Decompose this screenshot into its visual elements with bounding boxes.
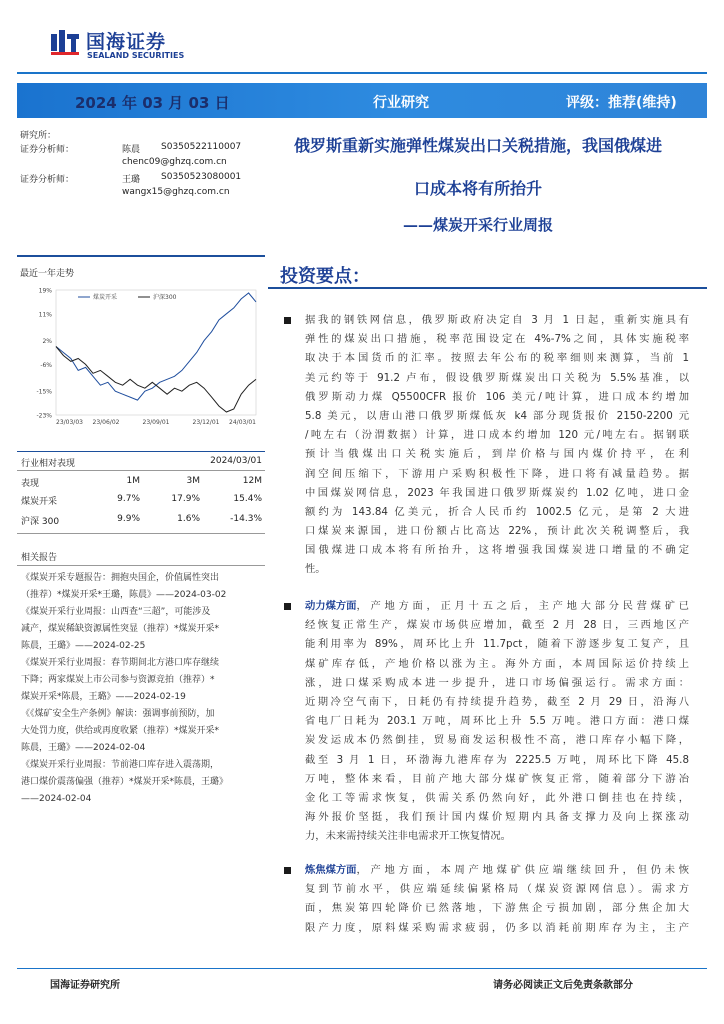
para-line: 5.8 美元，以唐山港口俄罗斯煤低灰 k4 部分现货报价 2150-2200 元 (305, 409, 689, 422)
analyst-email[interactable]: wangx15@ghzq.com.cn (122, 187, 230, 197)
perf-rule-top (17, 451, 265, 452)
x-tick-label: 23/06/02 (92, 419, 120, 426)
report-line[interactable]: 港口煤价震荡偏强（推荐）*煤炭开采*陈晨，王璐》 (21, 777, 229, 787)
report-line[interactable]: 《煤炭开采行业周报：春节期间北方港口库存继续 (21, 658, 220, 668)
perf-header: 表现 (21, 479, 40, 489)
report-line[interactable]: 《煤炭开采行业周报：节前港口库存进入震荡期， (21, 760, 220, 770)
para-line: 万吨，整体来看，目前产地大部分煤矿恢复正常，随着部分下游冶 (305, 772, 689, 785)
investment-highlights-heading: 投资要点： (280, 266, 370, 287)
y-tick-label: 2% (42, 338, 52, 346)
para-line: 截至 3 月 1 日，环渤海九港库存为 2225.5 万吨，周环比下降 45.8 (305, 753, 689, 766)
paragraph-coking-coal (305, 861, 689, 938)
analyst-name: 王璐 (122, 175, 141, 185)
analyst-heading: 研究所： (20, 131, 57, 141)
x-tick-label: 23/03/03 (56, 419, 83, 426)
bullet-icon (284, 603, 291, 610)
para-line-first (305, 861, 689, 880)
para-line: 经恢复正常生产，煤炭市场供应增加，截至 2 月 28 日，三西地区产 (305, 619, 689, 632)
perf-cell: 沪深 300 (21, 517, 60, 527)
para-line: 额约为 143.84 亿美元，折合人民币约 1002.5 亿元，是第 2 大进 (305, 505, 689, 518)
para-line: 煤矿库存低，产地价格以涨为主。海外方面，本周国际运价持续上 (305, 657, 689, 670)
perf-header: 12M (242, 476, 262, 486)
report-line[interactable]: 减产，煤炭稀缺资源属性突显（推荐）*煤炭开采* (21, 624, 220, 634)
para-line: 弹性的煤炭出口措施，税率范围设定在 4%-7%之间，具体实施税率 (305, 333, 689, 346)
para-line: 取决于本国货币的汇率。按照去年公布的税率细则来测算，当前 1 (305, 352, 689, 365)
body-rule (268, 287, 707, 289)
report-title-line1: 俄罗斯重新实施弹性煤炭出口关税措施，我国俄煤进 (293, 136, 662, 155)
report-category: 行业研究 (373, 95, 429, 111)
report-line[interactable]: 下降；两家煤炭上市公司参与资源竞拍（推荐）* (21, 675, 215, 685)
para-line: ，产地方面，本周产地煤矿供应端继续回升，但仍未恢 (356, 864, 689, 876)
para-line: 性。 (305, 563, 326, 576)
para-line: 涨，进口煤采购成本进一步提升，进口市场偏强运行。需求方面： (305, 676, 689, 689)
paragraph-russia-tariff (305, 311, 689, 580)
thermal-coal-label: 动力煤方面 (305, 600, 357, 612)
perf-cell: 9.7% (117, 494, 140, 504)
para-line: 力，未来需持续关注非电需求开工恢复情况。 (305, 830, 511, 843)
perf-title: 行业相对表现 (21, 459, 76, 469)
para-line: 能利用率为 89%，周环比上升 11.7pct，随着下游逐步复工复产，且 (305, 638, 689, 651)
y-tick-label: -6% (40, 361, 52, 369)
para-line: 炭发运成本仍然倒挂，贸易商发运积极性不高，港口库存小幅下降， (305, 734, 689, 747)
analyst-role: 证券分析师： (20, 175, 75, 185)
analyst-name: 陈晨 (122, 145, 141, 155)
para-line: 口煤炭来源国，进口份额占比高达 22%，预计此次关税调整后，我 (305, 525, 689, 538)
report-line[interactable]: ——2024-02-04 (21, 794, 92, 804)
para-line: 美元约等于 91.2 卢布，假设俄罗斯煤炭出口关税为 5.5%基准，以 (305, 371, 689, 384)
report-line[interactable]: 《煤炭开采专题报告：拥抱央国企，价值属性突出 (21, 573, 220, 583)
logo-text-en: SEALAND SECURITIES (87, 51, 185, 60)
para-line: 省电厂日耗为 203.1 万吨，周环比上升 5.5 万吨。港口方面：港口煤 (305, 715, 689, 728)
bullet-icon (284, 867, 291, 874)
para-line: 海外报价坚挺，我们预计国内煤价短期内具备支撑力及向上探涨动 (305, 811, 689, 824)
reports-rule (17, 565, 265, 566)
para-line: 中国煤炭网信息，2023 年我国进口俄罗斯煤炭约 1.02 亿吨，进口金 (305, 486, 689, 499)
paragraph-thermal-coal (305, 597, 689, 846)
trend-chart (20, 280, 265, 430)
legend-label: 沪深300 (153, 294, 177, 301)
para-line: 限产力度，原料煤采购需求疲弱，仍多以消耗前期库存为主，主产 (305, 921, 689, 934)
report-line[interactable]: 《煤炭开采行业周报：山西查“三超”，可能涉及 (21, 607, 211, 617)
perf-rule (17, 470, 265, 471)
para-line: 近期冷空气南下，日耗仍有持续提升趋势，截至 2 月 29 日，沿海八 (305, 695, 689, 708)
perf-cell: -14.3% (230, 514, 262, 524)
y-tick-label: 11% (38, 311, 52, 319)
footer-left: 国海证券研究所 (50, 980, 120, 991)
sidebar-top-rule (17, 255, 265, 257)
analyst-email[interactable]: chenc09@ghzq.com.cn (122, 157, 227, 167)
x-tick-label: 24/03/01 (229, 419, 256, 426)
y-tick-label: -23% (36, 412, 52, 420)
footer-disclaimer: 请务必阅读正文后免责条款部分 (493, 980, 633, 991)
report-line[interactable]: 煤炭开采*陈晨，王璐》——2024-02-19 (21, 692, 186, 702)
x-tick-label: 23/09/01 (142, 419, 170, 426)
sealand-logo-icon (50, 27, 80, 57)
para-line: 国俄煤进口成本将有所抬升，这将增强我国煤炭进口增量的不确定 (305, 544, 689, 557)
perf-rule-bottom (17, 533, 265, 534)
report-title-line2: 口成本将有所抬升 (413, 179, 542, 198)
header-rule (17, 72, 707, 74)
report-line[interactable]: 陈晨，王璐》——2024-02-04 (21, 743, 146, 753)
y-tick-label: -15% (36, 388, 52, 396)
report-date: 2024 年 03 月 03 日 (75, 94, 230, 112)
para-line: 据我的钢铁网信息，俄罗斯政府决定自 3 月 1 日起，重新实施具有 (305, 314, 689, 326)
analyst-license: S0350523080001 (161, 172, 242, 182)
perf-header: 1M (126, 476, 140, 486)
chart-title: 最近一年走势 (20, 269, 75, 279)
report-line[interactable]: 《《煤矿安全生产条例》解读：强调事前预防，加 (21, 709, 215, 719)
x-tick-label: 23/12/01 (192, 419, 220, 426)
coking-coal-label: 炼焦煤方面 (305, 864, 357, 876)
para-line-first (305, 597, 689, 616)
report-line[interactable]: （推荐）*煤炭开采*王璐，陈晨》——2024-03-02 (21, 590, 227, 600)
perf-cell: 9.9% (117, 514, 140, 524)
para-line: 面，焦炭第四轮降价已然落地，下游焦企亏损加剧，部分焦企加大 (305, 902, 689, 915)
report-rating: 评级：推荐(维持) (566, 95, 677, 111)
related-reports (21, 570, 261, 808)
perf-cell: 17.9% (171, 494, 200, 504)
report-subtitle: ——煤炭开采行业周报 (402, 216, 553, 234)
analyst-license: S0350522110007 (161, 142, 242, 152)
reports-title: 相关报告 (21, 553, 58, 563)
perf-cell: 15.4% (233, 494, 262, 504)
perf-header: 3M (186, 476, 200, 486)
para-line: ，产地方面，正月十五之后，主产地大部分民营煤矿已 (356, 600, 689, 612)
para-line: 俄罗斯动力煤 Q5500CFR 报价 106 美元/吨计算，进口成本约增加 (305, 390, 689, 403)
para-line: 预计当俄煤出口关税实施后，到岸价格与国内煤价持平，在利 (305, 448, 689, 461)
para-line: 润空间压缩下，下游用户采购积极性下降，进口将有减量趋势。据 (305, 467, 689, 480)
analyst-role: 证券分析师： (20, 145, 75, 155)
perf-date: 2024/03/01 (210, 456, 262, 466)
para-line: /吨左右（汾渭数据）计算，进口成本约增加 120 元/吨左右。据钢联 (305, 429, 689, 442)
report-line[interactable]: 陈晨，王璐》——2024-02-25 (21, 641, 146, 651)
perf-cell: 煤炭开采 (21, 497, 58, 507)
legend-label: 煤炭开采 (93, 294, 118, 301)
y-tick-label: 19% (38, 287, 52, 295)
series-line (56, 347, 256, 413)
perf-cell: 1.6% (177, 514, 200, 524)
footer-rule (17, 968, 707, 969)
report-line[interactable]: 大处罚力度，供给或再度收紧（推荐）*煤炭开采* (21, 726, 220, 736)
series-line (56, 293, 256, 400)
bullet-icon (284, 317, 291, 324)
logo-text-cn: 国海证券 (86, 31, 167, 53)
para-line: 复到节前水平，供应端延续偏紧格局（煤炭资源网信息）。需求方 (305, 883, 689, 896)
para-line: 金化工等需求恢复，供需关系仍然向好，此外港口倒挂也在持续， (305, 791, 689, 804)
